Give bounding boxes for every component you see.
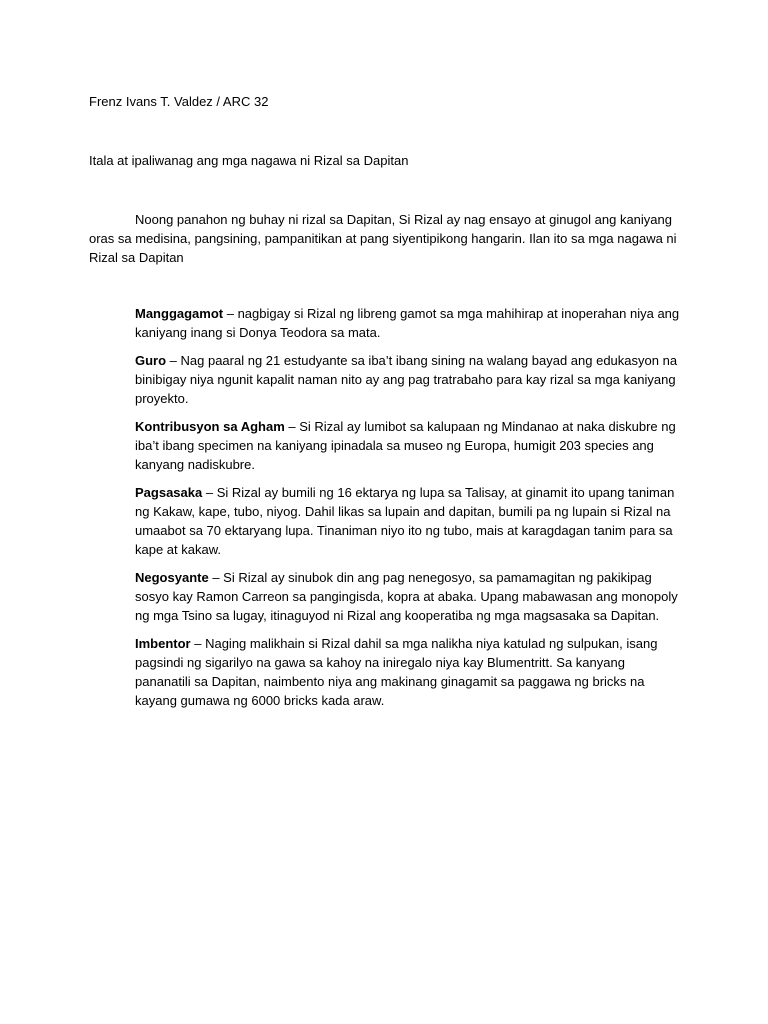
item-term: Negosyante	[135, 570, 209, 585]
list-item	[135, 634, 681, 710]
item-term: Imbentor	[135, 636, 191, 651]
item-text: – Si Rizal ay lumibot sa kalupaan ng Mindanao at naka diskubre ng iba’t ibang specimen na kaniyang ipinadala sa museo ng Europa, humigit 203 species ang kanyang nadiskubre.	[135, 419, 676, 472]
item-text: – nagbigay si Rizal ng libreng gamot sa mga mahihirap at inoperahan niya ang kaniyang inang si Donya Teodora sa mata.	[135, 306, 680, 340]
topic-heading: Itala at ipaliwanag ang mga nagawa ni Rizal sa Dapitan	[89, 153, 409, 168]
list-item	[135, 304, 681, 342]
item-term: Guro	[135, 353, 167, 368]
item-text: – Naging malikhain si Rizal dahil sa mga nalikha niya katulad ng sulpukan, isang pagsindi ng sigarilyo na gawa sa kahoy na iniregalo niya kay Blumentritt. Sa kanyang pananatili sa Dapitan, naimbento niya ang makinang ginagamit sa paggawa ng bricks na kayang gumawa ng 6000 bricks kada araw.	[135, 636, 658, 708]
item-term: Kontribusyon sa Agham	[135, 419, 285, 434]
item-text: – Si Rizal ay bumili ng 16 ektarya ng lupa sa Talisay, at ginamit ito upang taniman ng Kakaw, kape, tubo, niyog. Dahil likas sa lupain and dapitan, bumili pa ng lupain si Rizal na umaabot sa 70 ektaryang lupa. Tinaniman niyo ito ng tubo, mais at karagdagan tanim para sa kape at kakaw.	[135, 485, 675, 557]
author-line: Frenz Ivans T. Valdez / ARC 32	[89, 94, 269, 109]
intro-paragraph: Noong panahon ng buhay ni rizal sa Dapitan, Si Rizal ay nag ensayo at ginugol ang kaniyang oras sa medisina, pangsining, pampanitikan at pang siyentipikong hangarin. Ilan ito sa mga nagawa ni Rizal sa Dapitan	[89, 212, 677, 265]
accomplishments-list	[135, 304, 681, 719]
list-item	[135, 568, 681, 625]
item-text: – Si Rizal ay sinubok din ang pag nenegosyo, sa pamamagitan ng pakikipag sosyo kay Ramon Carreon sa pangingisda, kopra at abaka. Upang mabawasan ang monopoly ng mga Tsino sa lugay, itinaguyod ni Rizal ang kooperatiba ng mga magsasaka sa Dapitan.	[135, 570, 678, 623]
list-item	[135, 417, 681, 474]
list-item	[135, 483, 681, 559]
item-term: Pagsasaka	[135, 485, 203, 500]
item-term: Manggagamot	[135, 306, 224, 321]
list-item	[135, 351, 681, 408]
item-text: – Nag paaral ng 21 estudyante sa iba’t ibang sining na walang bayad ang edukasyon na binibigay niya ngunit kapalit naman nito ay ang pag tratrabaho para kay rizal sa mga kaniyang proyekto.	[135, 353, 678, 406]
